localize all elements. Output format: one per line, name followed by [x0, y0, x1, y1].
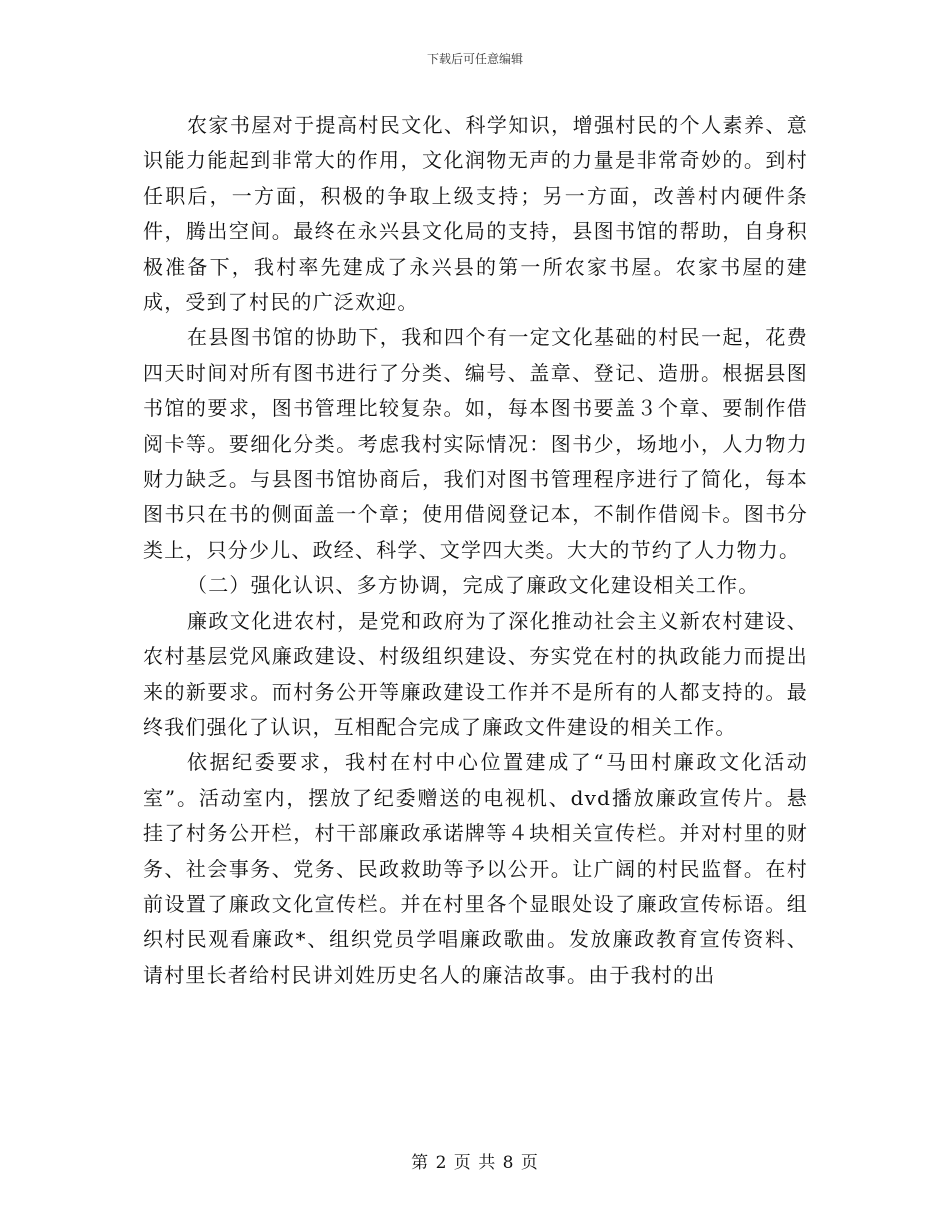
page-header: 下载后可任意编辑: [426, 52, 523, 66]
document-body: [143, 108, 808, 993]
paragraph-library-intro: 农家书屋对于提高村民文化、科学知识，增强村民的个人素养、意识能力能起到非常大的作用，文化润物无声的力量是非常奇妙的。到村任职后，一方面，积极的争取上级支持；另一方面，改善村内硬件条件，腾出空间。最终在永兴县文化局的支持，县图书馆的帮助，自身积极准备下，我村率先建成了永兴县的第一所农家书屋。农家书屋的建成，受到了村民的广泛欢迎。: [143, 113, 808, 315]
paragraph-activity-room: 依据纪委要求，我村在村中心位置建成了“马田村廉政文化活动室”。活动室内，摆放了纪委赠送的电视机、dvd播放廉政宣传片。悬挂了村务公开栏，村干部廉政承诺牌等４块相关宣传栏。并对村里的财务、社会事务、党务、民政救助等予以公开。让广阔的村民监督。在村前设置了廉政文化宣传栏。并在村里各个显眼处设了廉政宣传标语。组织村民观看廉政*、组织党员学唱廉政歌曲。发放廉政教育宣传资料、请村里长者给村民讲刘姓历史名人的廉洁故事。由于我村的出: [143, 750, 808, 987]
paragraph-library-management: 在县图书馆的协助下，我和四个有一定文化基础的村民一起，花费四天时间对所有图书进行了分类、编号、盖章、登记、造册。根据县图书馆的要求，图书管理比较复杂。如，每本图书要盖３个章、要制作借阅卡等。要细化分类。考虑我村实际情况：图书少，场地小，人力物力财力缺乏。与县图书馆协商后，我们对图书管理程序进行了简化，每本图书只在书的侧面盖一个章；使用借阅登记本，不制作借阅卡。图书分类上，只分少儿、政经、科学、文学四大类。大大的节约了人力物力。: [143, 325, 808, 562]
section-heading-integrity-culture: （二）强化认识、多方协调，完成了廉政文化建设相关工作。: [187, 573, 760, 598]
page-number: 第 2 页 共 8 页: [411, 1153, 539, 1173]
paragraph-integrity-requirements: 廉政文化进农村，是党和政府为了深化推动社会主义新农村建设、农村基层党风廉政建设、村级组织建设、夯实党在村的执政能力而提出来的新要求。而村务公开等廉政建设工作并不是所有的人都支持的。最终我们强化了认识，互相配合完成了廉政文件建设的相关工作。: [143, 608, 808, 739]
